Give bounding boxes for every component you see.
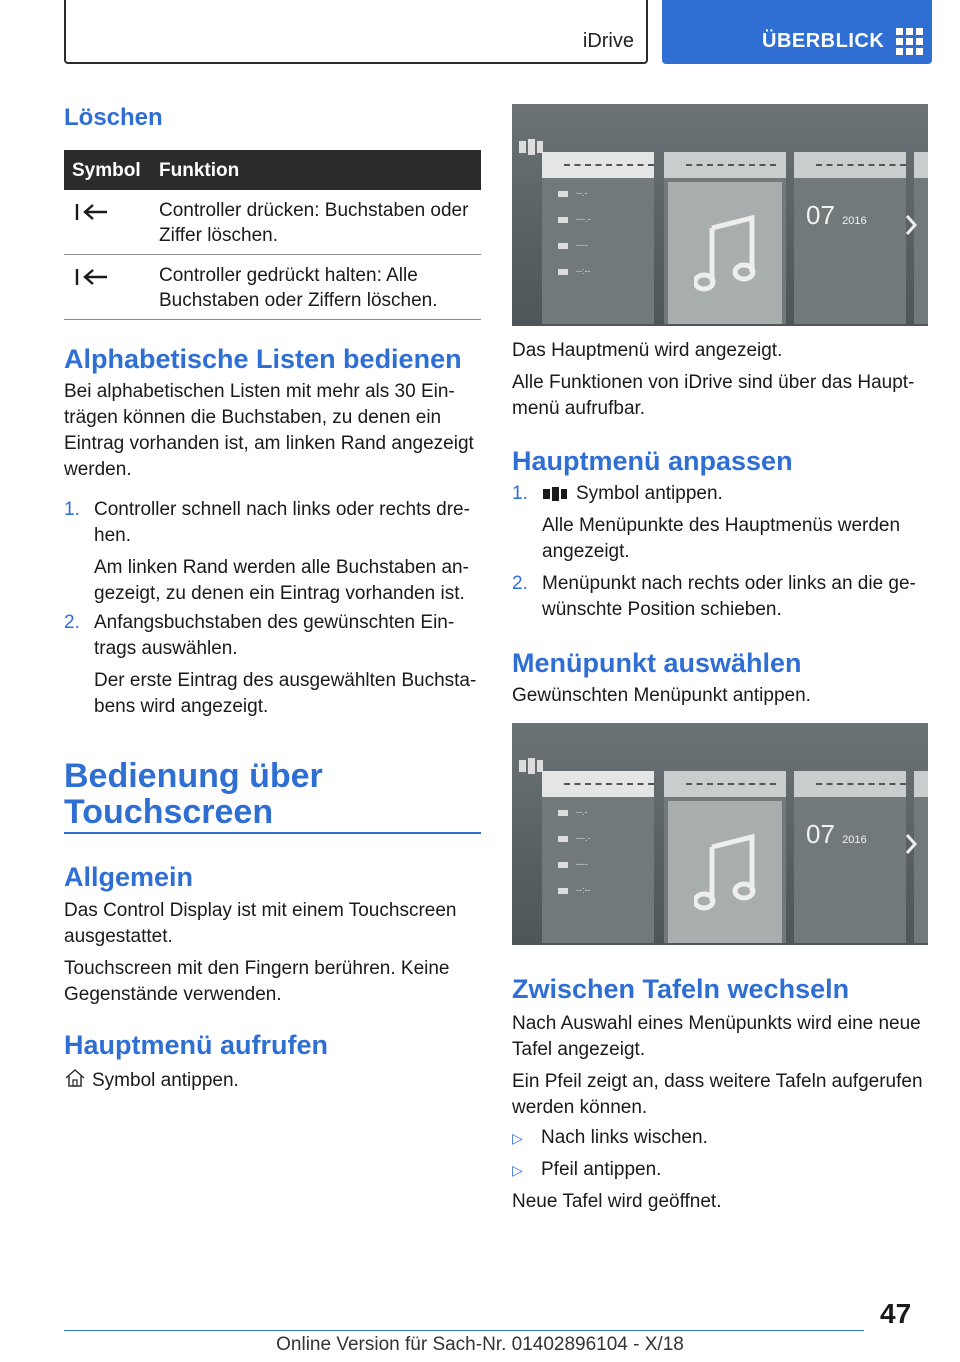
- wechseln-closing: Neue Tafel wird geöffnet.: [512, 1191, 722, 1212]
- tiles-icon: [542, 486, 568, 502]
- table-row: [64, 190, 481, 255]
- tile-header: [542, 771, 654, 797]
- text-line: Alle Menüpunkte des Hauptmenüs werden: [542, 515, 901, 536]
- chevron-right-icon[interactable]: [904, 833, 918, 855]
- text-line: Eintrag vorhanden ist, am linken Rand angezeigt: [64, 433, 474, 454]
- tile-header: [542, 152, 654, 178]
- mini-value: --:--: [576, 266, 591, 276]
- alpha-step-1: [64, 497, 484, 607]
- tile-next: [914, 771, 928, 943]
- triangle-bullet-icon: ▷: [512, 1162, 523, 1178]
- mini-row: [558, 188, 588, 198]
- text-line: Der erste Eintrag des ausgewählten Buchsta-: [94, 670, 477, 691]
- tile-title-placeholder: [686, 164, 776, 166]
- aufrufen-text: Symbol antippen.: [92, 1070, 239, 1091]
- step-number: 2.: [512, 573, 528, 594]
- section-heading-aufrufen: Hauptmenü aufrufen: [64, 1030, 329, 1060]
- table-header-function: Funktion: [159, 160, 240, 181]
- text-line: Das Hauptmenü wird angezeigt.: [512, 340, 783, 361]
- text-line: trags auswählen.: [94, 638, 238, 659]
- triangle-bullet-icon: ▷: [512, 1130, 523, 1146]
- mini-row: [558, 833, 591, 843]
- text-line: Menüpunkt nach rechts oder links an die ge-: [542, 573, 916, 594]
- mini-value: ---.-: [576, 833, 591, 843]
- text-line: ausgestattet.: [64, 926, 173, 947]
- heading-line: Touchscreen: [64, 793, 274, 831]
- delete-back-icon: [72, 267, 112, 287]
- tiles-icon: [518, 138, 544, 156]
- date-day: 07: [806, 200, 835, 230]
- text-line: menü aufrufbar.: [512, 398, 646, 419]
- text-line: Nach Auswahl eines Menüpunkts wird eine neue: [512, 1013, 921, 1034]
- text-line: hen.: [94, 525, 131, 546]
- table-header: [64, 150, 481, 190]
- allgemein-text: [64, 898, 484, 1008]
- section-heading-allgemein: Allgemein: [64, 862, 194, 892]
- text-line: Touchscreen mit den Fingern berühren. Keine: [64, 958, 450, 979]
- date-display: [806, 200, 867, 231]
- alpha-step-2: [64, 610, 484, 720]
- text-line: gezeigt, zu denen ein Eintrag vorhanden ist.: [94, 583, 465, 604]
- delete-back-icon: [72, 202, 112, 222]
- tile-vehicle: [542, 771, 654, 943]
- text-line: angezeigt.: [542, 541, 630, 562]
- tile-header: [914, 771, 928, 797]
- text-line: Gegenstände verwenden.: [64, 984, 282, 1005]
- tile-title-placeholder: [686, 783, 776, 785]
- step-number: 2.: [64, 612, 80, 633]
- tile-header: [914, 152, 928, 178]
- tiles-icon: [518, 757, 544, 775]
- header-chapter-box: [64, 0, 648, 64]
- chapter-heading-touchscreen: [64, 758, 323, 830]
- tile-title-placeholder: [564, 783, 654, 785]
- tile-next: [914, 152, 928, 324]
- mini-row: [558, 266, 591, 276]
- function-line: Buchstaben oder Ziffern löschen.: [159, 290, 438, 311]
- tile-media: [664, 152, 786, 324]
- text-line: Tafel angezeigt.: [512, 1039, 646, 1060]
- section-heading-loeschen: Löschen: [64, 104, 163, 131]
- tile-phone: [794, 771, 906, 943]
- tile-header: [794, 771, 906, 797]
- list-item: [512, 1125, 932, 1151]
- footer-divider: [64, 1330, 864, 1331]
- text-line: Alle Funktionen von iDrive sind über das Haupt-: [512, 372, 915, 393]
- tile-title-placeholder: [564, 164, 654, 166]
- mini-row: [558, 214, 591, 224]
- mini-value: --.-: [576, 188, 588, 198]
- text-line: Bei alphabetischen Listen mit mehr als 30 Ein-: [64, 381, 455, 402]
- text-line: werden können.: [512, 1097, 648, 1118]
- mini-row: [558, 859, 588, 869]
- header-section-tab[interactable]: [662, 0, 932, 64]
- tile-header: [664, 152, 786, 178]
- mini-value: ----: [576, 859, 588, 869]
- tile-title-placeholder: [816, 164, 906, 166]
- main-menu-caption: [512, 338, 932, 422]
- mini-row: [558, 240, 588, 250]
- list-item: [512, 1157, 932, 1183]
- table-row: [64, 255, 481, 320]
- mini-value: --.-: [576, 807, 588, 817]
- mini-row: [558, 885, 591, 895]
- section-heading-anpassen: Hauptmenü anpassen: [512, 446, 793, 476]
- tile-header: [664, 771, 786, 797]
- idrive-main-menu-image: [512, 104, 928, 326]
- date-display: [806, 819, 867, 850]
- mini-value: ----: [576, 240, 588, 250]
- footer-text: Online Version für Sach-Nr. 01402896104 - X/18: [276, 1334, 684, 1355]
- tile-phone: [794, 152, 906, 324]
- auswaehlen-text: Gewünschten Menüpunkt antippen.: [512, 685, 811, 706]
- tile-vehicle: [542, 152, 654, 324]
- step-number: 1.: [512, 483, 528, 504]
- step-number: 1.: [64, 499, 80, 520]
- function-line: Ziffer löschen.: [159, 225, 278, 246]
- alpha-intro: [64, 379, 484, 483]
- bullet-text: Nach links wischen.: [541, 1127, 708, 1148]
- wechseln-text: [512, 1011, 932, 1121]
- table-cell-function: [159, 263, 479, 313]
- step-text: Symbol antippen.: [576, 483, 723, 504]
- date-year: 2016: [842, 834, 867, 846]
- table-cell-function: [159, 198, 479, 248]
- chevron-right-icon[interactable]: [904, 214, 918, 236]
- function-line: Controller gedrückt halten: Alle: [159, 265, 418, 286]
- section-heading-alpha: Alphabetische Listen bedienen: [64, 344, 462, 374]
- table-header-symbol: Symbol: [72, 160, 141, 181]
- text-line: bens wird angezeigt.: [94, 696, 269, 717]
- section-heading-auswaehlen: Menüpunkt auswählen: [512, 648, 802, 678]
- wechseln-bullets: [512, 1125, 932, 1183]
- music-note-icon: [694, 833, 758, 913]
- idrive-main-menu-image-2: [512, 723, 928, 945]
- mini-value: --:--: [576, 885, 591, 895]
- section-heading-wechseln: Zwischen Tafeln wechseln: [512, 974, 850, 1004]
- text-line: trägen können die Buchstaben, zu denen ein: [64, 407, 442, 428]
- text-line: werden.: [64, 459, 132, 480]
- grid-icon: [896, 28, 922, 54]
- chapter-divider: [64, 832, 481, 834]
- home-icon: [64, 1068, 86, 1088]
- header-section-title: ÜBERBLICK: [762, 30, 885, 52]
- tile-media: [664, 771, 786, 943]
- text-line: Anfangsbuchstaben des gewünschten Ein-: [94, 612, 455, 633]
- mini-value: ---.-: [576, 214, 591, 224]
- text-line: Das Control Display ist mit einem Touchscreen: [64, 900, 457, 921]
- symbol-table: [64, 150, 481, 320]
- heading-line: Bedienung über: [64, 757, 323, 795]
- text-line: Am linken Rand werden alle Buchstaben an-: [94, 557, 469, 578]
- mini-row: [558, 807, 588, 817]
- tile-title-placeholder: [816, 783, 906, 785]
- header-chapter-title: iDrive: [582, 30, 634, 52]
- tile-header: [794, 152, 906, 178]
- music-note-icon: [694, 214, 758, 294]
- text-line: Controller schnell nach links oder rechts dre-: [94, 499, 470, 520]
- date-year: 2016: [842, 215, 867, 227]
- text-line: wünschte Position schieben.: [542, 599, 782, 620]
- function-line: Controller drücken: Buchstaben oder: [159, 200, 469, 221]
- date-day: 07: [806, 819, 835, 849]
- page-number: 47: [880, 1298, 912, 1329]
- text-line: Ein Pfeil zeigt an, dass weitere Tafeln aufgerufen: [512, 1071, 923, 1092]
- bullet-text: Pfeil antippen.: [541, 1159, 662, 1180]
